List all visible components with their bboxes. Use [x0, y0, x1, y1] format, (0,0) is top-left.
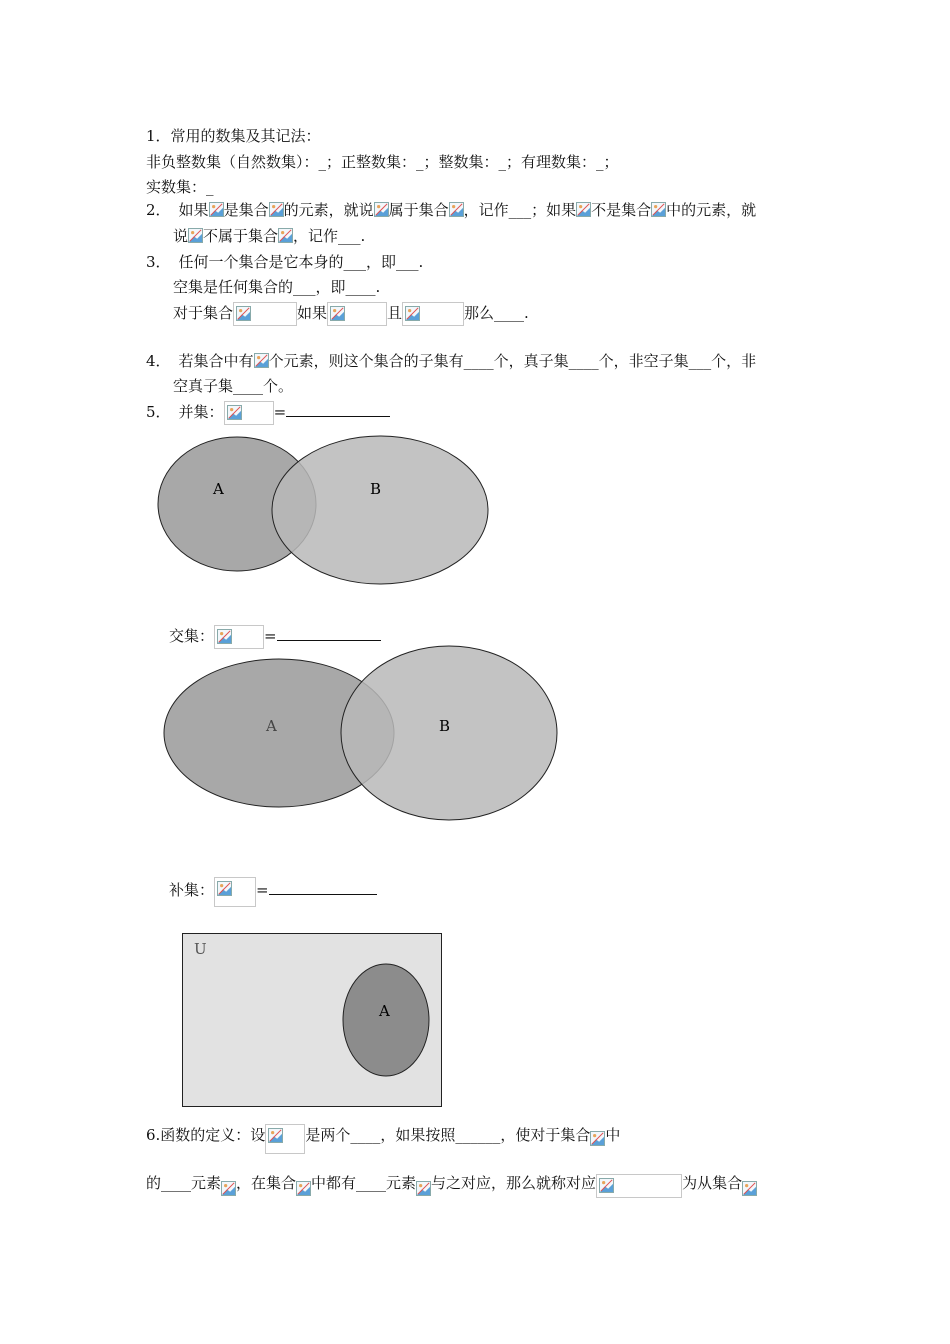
- formula-image-box: [224, 401, 274, 425]
- broken-image-icon: [296, 1181, 311, 1196]
- item-1-real-numbers: 实数集：_: [146, 178, 214, 196]
- formula-image-box: [265, 1124, 305, 1154]
- broken-image-icon: [449, 202, 464, 217]
- broken-image-icon: [330, 306, 345, 321]
- intersection-formula: 交集： =: [169, 625, 381, 649]
- universe-label: U: [194, 940, 207, 958]
- item-3-line-1: 3． 任何一个集合是它本身的___，即___.: [146, 253, 424, 271]
- formula-image-box: [214, 877, 256, 907]
- item-4-line-1: 4． 若集合中有 个元素，则这个集合的子集有____个，真子集____个，非空子集___个，非: [146, 352, 757, 370]
- item-6-line-2: 的____元素 ，在集合 中都有____元素 与之对应，那么就称对应 为从集合: [146, 1173, 757, 1198]
- set-a-ellipse: [343, 964, 429, 1076]
- answer-blank: [277, 626, 381, 641]
- broken-image-icon: [416, 1181, 431, 1196]
- broken-image-icon: [405, 306, 420, 321]
- broken-image-icon: [188, 228, 203, 243]
- item-1-heading: 1．常用的数集及其记法：: [146, 127, 321, 145]
- broken-image-icon: [269, 202, 284, 217]
- broken-image-icon: [217, 881, 232, 896]
- item-4-line-2: 空真子集____个。: [173, 377, 294, 395]
- set-a-label: A: [266, 717, 277, 735]
- item-2-line-1: 2． 如果 是集合 的元素，就说 属于集合 ，记作___；如果 不是集合 中的元素，就: [146, 201, 757, 219]
- broken-image-icon: [227, 405, 242, 420]
- formula-image-box: [327, 302, 387, 326]
- union-formula: 5． 并集： =: [146, 401, 390, 425]
- item-3-line-2: 空集是任何集合的___，即____.: [173, 278, 381, 296]
- item-1-number-sets: 非负整数集（自然数集）：_；正整数集：_；整数集：_；有理数集：_；: [146, 153, 619, 171]
- formula-image-box: [233, 302, 297, 326]
- broken-image-icon: [742, 1181, 757, 1196]
- answer-blank: [286, 402, 390, 417]
- venn-diagram-complement: [180, 930, 445, 1110]
- item-3-line-3: 对于集合 如果 且 那么____.: [173, 302, 529, 326]
- broken-image-icon: [590, 1131, 605, 1146]
- set-b-label: B: [439, 717, 451, 735]
- formula-image-box: [596, 1174, 682, 1198]
- broken-image-icon: [268, 1128, 283, 1143]
- set-a-label: A: [379, 1002, 390, 1020]
- broken-image-icon: [221, 1181, 236, 1196]
- set-a-label: A: [213, 480, 224, 498]
- venn-diagram-intersection: [160, 640, 565, 830]
- broken-image-icon: [599, 1178, 614, 1193]
- broken-image-icon: [651, 202, 666, 217]
- broken-image-icon: [209, 202, 224, 217]
- formula-image-box: [402, 302, 464, 326]
- broken-image-icon: [374, 202, 389, 217]
- broken-image-icon: [576, 202, 591, 217]
- set-b-ellipse: [272, 436, 488, 584]
- set-b-label: B: [370, 480, 382, 498]
- broken-image-icon: [278, 228, 293, 243]
- complement-formula: 补集： =: [169, 877, 377, 907]
- broken-image-icon: [254, 353, 269, 368]
- venn-diagram-union: [150, 430, 495, 590]
- answer-blank: [269, 880, 377, 895]
- broken-image-icon: [236, 306, 251, 321]
- item-2-line-2: 说 不属于集合 ，记作___.: [173, 227, 366, 245]
- item-6-line-1: 6.函数的定义：设 是两个____，如果按照______，使对于集合 中: [146, 1124, 620, 1154]
